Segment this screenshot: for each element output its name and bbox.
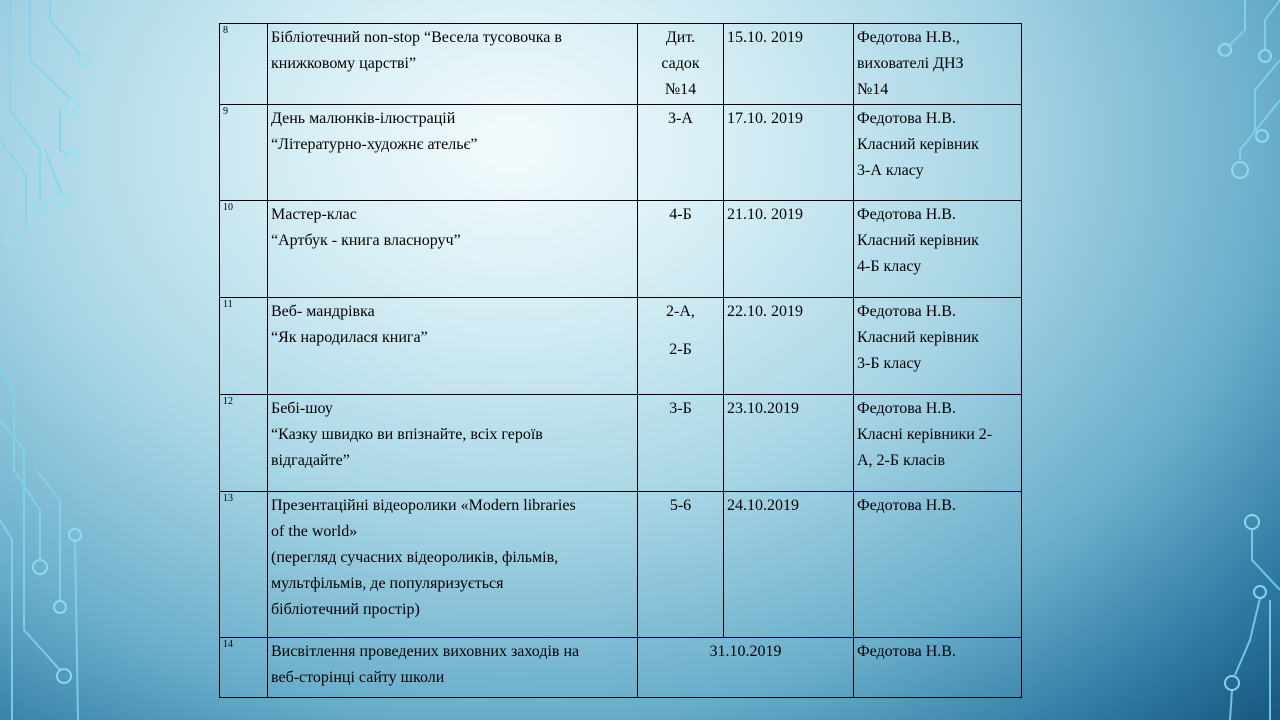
audience-cell [638, 201, 724, 298]
responsible-line: Федотова Н.В., [857, 29, 960, 46]
responsible-cell [854, 201, 1022, 298]
audience-cell [638, 492, 724, 638]
line-gap [641, 325, 720, 337]
responsible-line: Федотова Н.В. [857, 110, 956, 127]
event-title-line: (перегляд сучасних відеороликів, фільмів, [271, 549, 559, 566]
responsible-line: Класний керівник [857, 136, 979, 153]
circuit-decoration-right [1170, 0, 1280, 720]
row-number: 10 [220, 201, 268, 298]
row-number: 9 [220, 105, 268, 201]
event-title-line: “Як народилася книга” [271, 329, 428, 346]
circuit-decoration-left [0, 0, 140, 720]
event-date-cell: 24.10.2019 [724, 492, 854, 638]
event-title-line: Презентаційні відеоролики «Modern libraries [271, 497, 576, 514]
responsible-line: вихователі ДНЗ [857, 55, 964, 72]
event-date-cell: 23.10.2019 [724, 395, 854, 492]
event-title-cell [268, 638, 638, 698]
row-number: 11 [220, 298, 268, 395]
event-date-cell: 21.10. 2019 [724, 201, 854, 298]
event-title-line: День малюнків-ілюстрацій [271, 110, 456, 127]
audience-line: Дит. [665, 29, 696, 46]
event-date-cell: 22.10. 2019 [724, 298, 854, 395]
event-title-line: книжковому царстві” [271, 55, 417, 72]
event-title-cell [268, 492, 638, 638]
responsible-cell [854, 638, 1022, 698]
events-schedule-table [219, 23, 1022, 698]
event-date-cell: 31.10.2019 [638, 638, 854, 698]
responsible-cell [854, 395, 1022, 492]
table-body [220, 24, 1022, 698]
event-title-line: веб-сторінці сайту школи [271, 669, 445, 686]
audience-line: 4-Б [669, 206, 692, 223]
responsible-cell [854, 298, 1022, 395]
event-title-line: бібліотечний простір) [271, 601, 420, 618]
audience-cell [638, 298, 724, 395]
responsible-line: Федотова Н.В. [857, 497, 956, 514]
row-number: 12 [220, 395, 268, 492]
event-title-line: Мастер-клас [271, 206, 357, 223]
audience-cell [638, 24, 724, 105]
responsible-line: Класний керівник [857, 232, 979, 249]
table-row [220, 298, 1022, 395]
event-title-cell [268, 105, 638, 201]
responsible-line: 3-А класу [857, 162, 924, 179]
table-row [220, 24, 1022, 105]
responsible-line: Федотова Н.В. [857, 400, 956, 417]
responsible-line: А, 2-Б класів [857, 452, 946, 469]
responsible-line: 4-Б класу [857, 258, 922, 275]
audience-cell [638, 395, 724, 492]
event-title-line: Бібліотечний non-stop “Весела тусовочка в [271, 29, 562, 46]
audience-line: 2-Б [669, 341, 692, 358]
row-number: 14 [220, 638, 268, 698]
responsible-line: Класні керівники 2- [857, 426, 993, 443]
event-title-line: мультфільмів, де популяризується [271, 575, 504, 592]
event-title-cell [268, 395, 638, 492]
audience-line: 3-А [668, 110, 693, 127]
event-title-cell [268, 201, 638, 298]
event-date-cell: 17.10. 2019 [724, 105, 854, 201]
row-number: 13 [220, 492, 268, 638]
responsible-line: Федотова Н.В. [857, 303, 956, 320]
audience-line: 5-6 [669, 497, 692, 514]
event-title-line: відгадайте” [271, 452, 350, 469]
event-title-line: Бебі-шоу [271, 400, 333, 417]
event-title-line: Висвітлення проведених виховних заходів на [271, 643, 580, 660]
responsible-line: Класний керівник [857, 329, 979, 346]
audience-line: №14 [664, 81, 697, 98]
audience-cell [638, 105, 724, 201]
responsible-line: Федотова Н.В. [857, 643, 956, 660]
event-title-cell [268, 24, 638, 105]
responsible-line: №14 [857, 81, 889, 98]
event-title-cell [268, 298, 638, 395]
audience-line: 2-А, [666, 303, 695, 320]
table-row [220, 105, 1022, 201]
table-row [220, 638, 1022, 698]
table-row [220, 492, 1022, 638]
event-title-line: “Артбук - книга власноруч” [271, 232, 461, 249]
event-title-line: “Казку швидко ви впізнайте, всіх героїв [271, 426, 543, 443]
responsible-cell [854, 24, 1022, 105]
audience-line: садок [661, 55, 700, 72]
responsible-cell [854, 492, 1022, 638]
event-title-line: “Літературно-художнє ательє” [271, 136, 478, 153]
row-number: 8 [220, 24, 268, 105]
event-date-cell: 15.10. 2019 [724, 24, 854, 105]
table-row [220, 395, 1022, 492]
table-row [220, 201, 1022, 298]
responsible-cell [854, 105, 1022, 201]
event-title-line: Веб- мандрівка [271, 303, 375, 320]
event-title-line: of the world» [271, 523, 358, 540]
audience-line: 3-Б [669, 400, 692, 417]
responsible-line: Федотова Н.В. [857, 206, 956, 223]
responsible-line: 3-Б класу [857, 355, 922, 372]
